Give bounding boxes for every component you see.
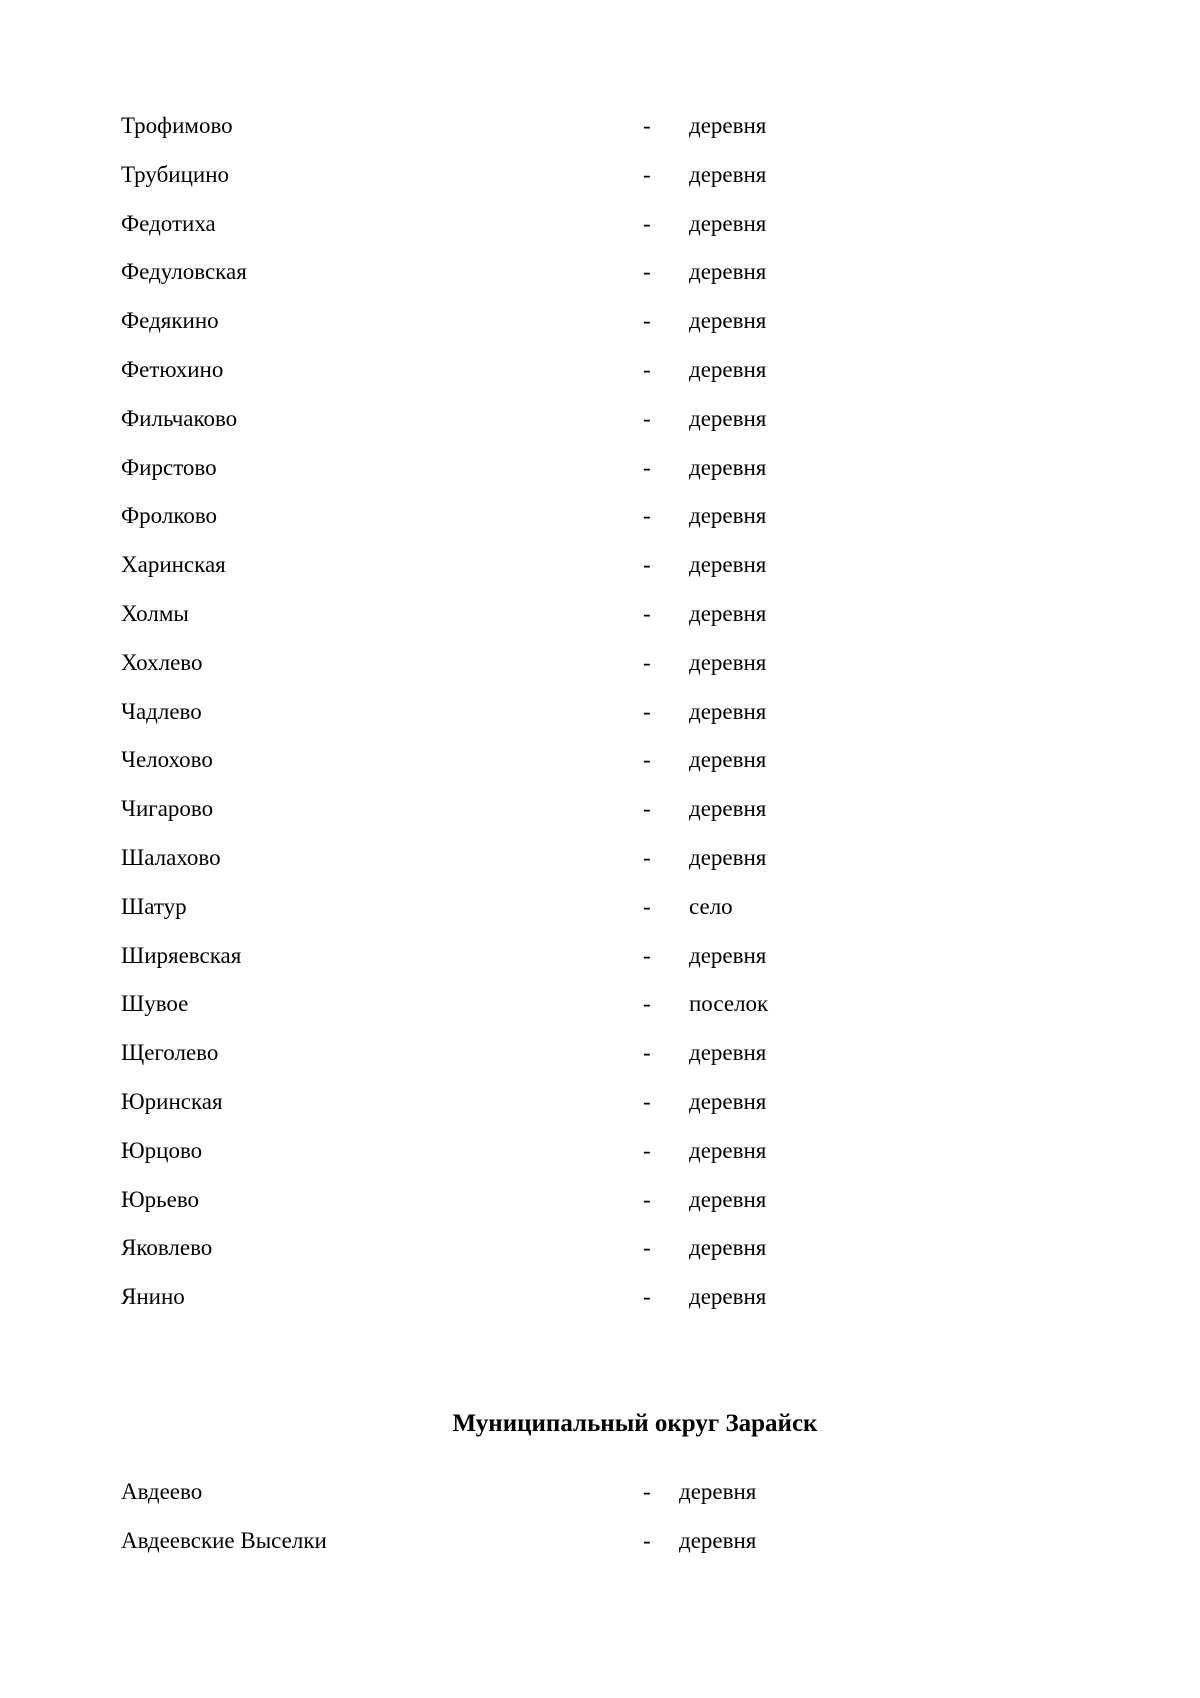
separator-dash: - — [643, 210, 651, 236]
separator-dash: - — [643, 1479, 651, 1504]
settlement-type: деревня — [689, 210, 767, 236]
settlement-type: деревня — [689, 796, 767, 822]
settlement-type: деревня — [689, 844, 767, 870]
separator-dash: - — [643, 405, 651, 431]
settlement-name: Фирстово — [121, 454, 217, 480]
settlement-name: Юрцово — [121, 1137, 203, 1163]
list-item — [121, 639, 1021, 688]
separator-dash: - — [643, 600, 651, 626]
list-item — [121, 1029, 1021, 1078]
separator-dash: - — [643, 649, 651, 675]
settlement-type: деревня — [679, 1527, 757, 1553]
list-item — [121, 1517, 1021, 1566]
list-item — [121, 1078, 1021, 1127]
section-title: Муниципальный округ Зарайск — [452, 1410, 818, 1437]
settlement-type: деревня — [689, 356, 767, 382]
settlement-name: Челохово — [121, 747, 213, 773]
settlement-type: деревня — [689, 1186, 767, 1212]
settlement-type: деревня — [689, 698, 767, 724]
settlement-name: Шувое — [121, 991, 189, 1017]
settlement-name: Янино — [121, 1284, 185, 1310]
separator-dash: - — [643, 1527, 651, 1553]
settlement-type: деревня — [689, 1284, 767, 1310]
separator-dash: - — [643, 503, 651, 529]
settlement-type: деревня — [689, 308, 767, 334]
separator-dash: - — [643, 113, 651, 138]
settlement-type: деревня — [689, 161, 767, 187]
list-item — [121, 346, 1021, 395]
settlement-type: деревня — [689, 1040, 767, 1066]
list-item — [121, 736, 1021, 785]
list-item — [121, 1224, 1021, 1273]
settlement-list-zaraysk — [121, 1468, 1021, 1566]
list-item — [121, 785, 1021, 834]
settlement-type: деревня — [689, 503, 767, 529]
settlement-name: Харинская — [121, 552, 226, 578]
settlement-type: деревня — [689, 552, 767, 578]
settlement-name: Ширяевская — [121, 942, 242, 968]
list-item — [121, 1127, 1021, 1176]
separator-dash: - — [643, 942, 651, 968]
list-item — [121, 1468, 1021, 1517]
separator-dash: - — [643, 1137, 651, 1163]
separator-dash: - — [643, 796, 651, 822]
settlement-name: Федякино — [121, 308, 219, 334]
settlement-name: Шатур — [121, 893, 187, 919]
settlement-name: Федотиха — [121, 210, 216, 236]
list-item — [121, 492, 1021, 541]
separator-dash: - — [643, 259, 651, 285]
settlement-name: Трофимово — [121, 113, 233, 138]
list-item — [121, 151, 1021, 200]
separator-dash: - — [643, 1186, 651, 1212]
list-item — [121, 541, 1021, 590]
separator-dash: - — [643, 308, 651, 334]
settlement-type: деревня — [689, 259, 767, 285]
list-item — [121, 834, 1021, 883]
list-item — [121, 590, 1021, 639]
settlement-name: Щеголево — [121, 1040, 219, 1066]
list-item — [121, 444, 1021, 493]
settlement-type: деревня — [689, 600, 767, 626]
settlement-type: деревня — [689, 747, 767, 773]
settlement-name: Фетюхино — [121, 356, 224, 382]
list-item — [121, 102, 1021, 151]
separator-dash: - — [643, 1235, 651, 1261]
settlement-type: деревня — [689, 405, 767, 431]
settlement-name: Трубицино — [121, 161, 230, 187]
settlement-name: Фролково — [121, 503, 218, 529]
separator-dash: - — [643, 454, 651, 480]
separator-dash: - — [643, 698, 651, 724]
separator-dash: - — [643, 1040, 651, 1066]
list-item — [121, 1176, 1021, 1225]
list-item — [121, 932, 1021, 981]
settlement-list — [121, 102, 1021, 1322]
settlement-name: Авдеевские Выселки — [121, 1527, 327, 1553]
list-item — [121, 395, 1021, 444]
settlement-name: Юринская — [121, 1088, 223, 1114]
settlement-name: Хохлево — [121, 649, 203, 675]
settlement-type: деревня — [689, 454, 767, 480]
list-item — [121, 248, 1021, 297]
settlement-type: деревня — [689, 1088, 767, 1114]
list-item — [121, 297, 1021, 346]
settlement-name: Федуловская — [121, 259, 247, 285]
settlement-type: село — [689, 893, 733, 919]
separator-dash: - — [643, 552, 651, 578]
separator-dash: - — [643, 844, 651, 870]
settlement-name: Авдеево — [121, 1479, 203, 1504]
settlement-name: Холмы — [121, 600, 189, 626]
settlement-name: Фильчаково — [121, 405, 238, 431]
settlement-type: деревня — [689, 649, 767, 675]
separator-dash: - — [643, 1088, 651, 1114]
settlement-name: Чигарово — [121, 796, 214, 822]
settlement-type: деревня — [689, 1235, 767, 1261]
settlement-type: деревня — [679, 1479, 757, 1504]
list-item — [121, 883, 1021, 932]
settlement-name: Шалахово — [121, 844, 221, 870]
settlement-type: деревня — [689, 113, 767, 138]
settlement-type: поселок — [689, 991, 769, 1017]
separator-dash: - — [643, 991, 651, 1017]
separator-dash: - — [643, 161, 651, 187]
list-item — [121, 980, 1021, 1029]
separator-dash: - — [643, 1284, 651, 1310]
settlement-name: Яковлево — [121, 1235, 213, 1261]
list-item — [121, 200, 1021, 249]
separator-dash: - — [643, 356, 651, 382]
settlement-type: деревня — [689, 1137, 767, 1163]
settlement-type: деревня — [689, 942, 767, 968]
settlement-name: Юрьево — [121, 1186, 200, 1212]
separator-dash: - — [643, 747, 651, 773]
separator-dash: - — [643, 893, 651, 919]
list-item — [121, 688, 1021, 737]
settlement-name: Чадлево — [121, 698, 202, 724]
list-item — [121, 1273, 1021, 1322]
